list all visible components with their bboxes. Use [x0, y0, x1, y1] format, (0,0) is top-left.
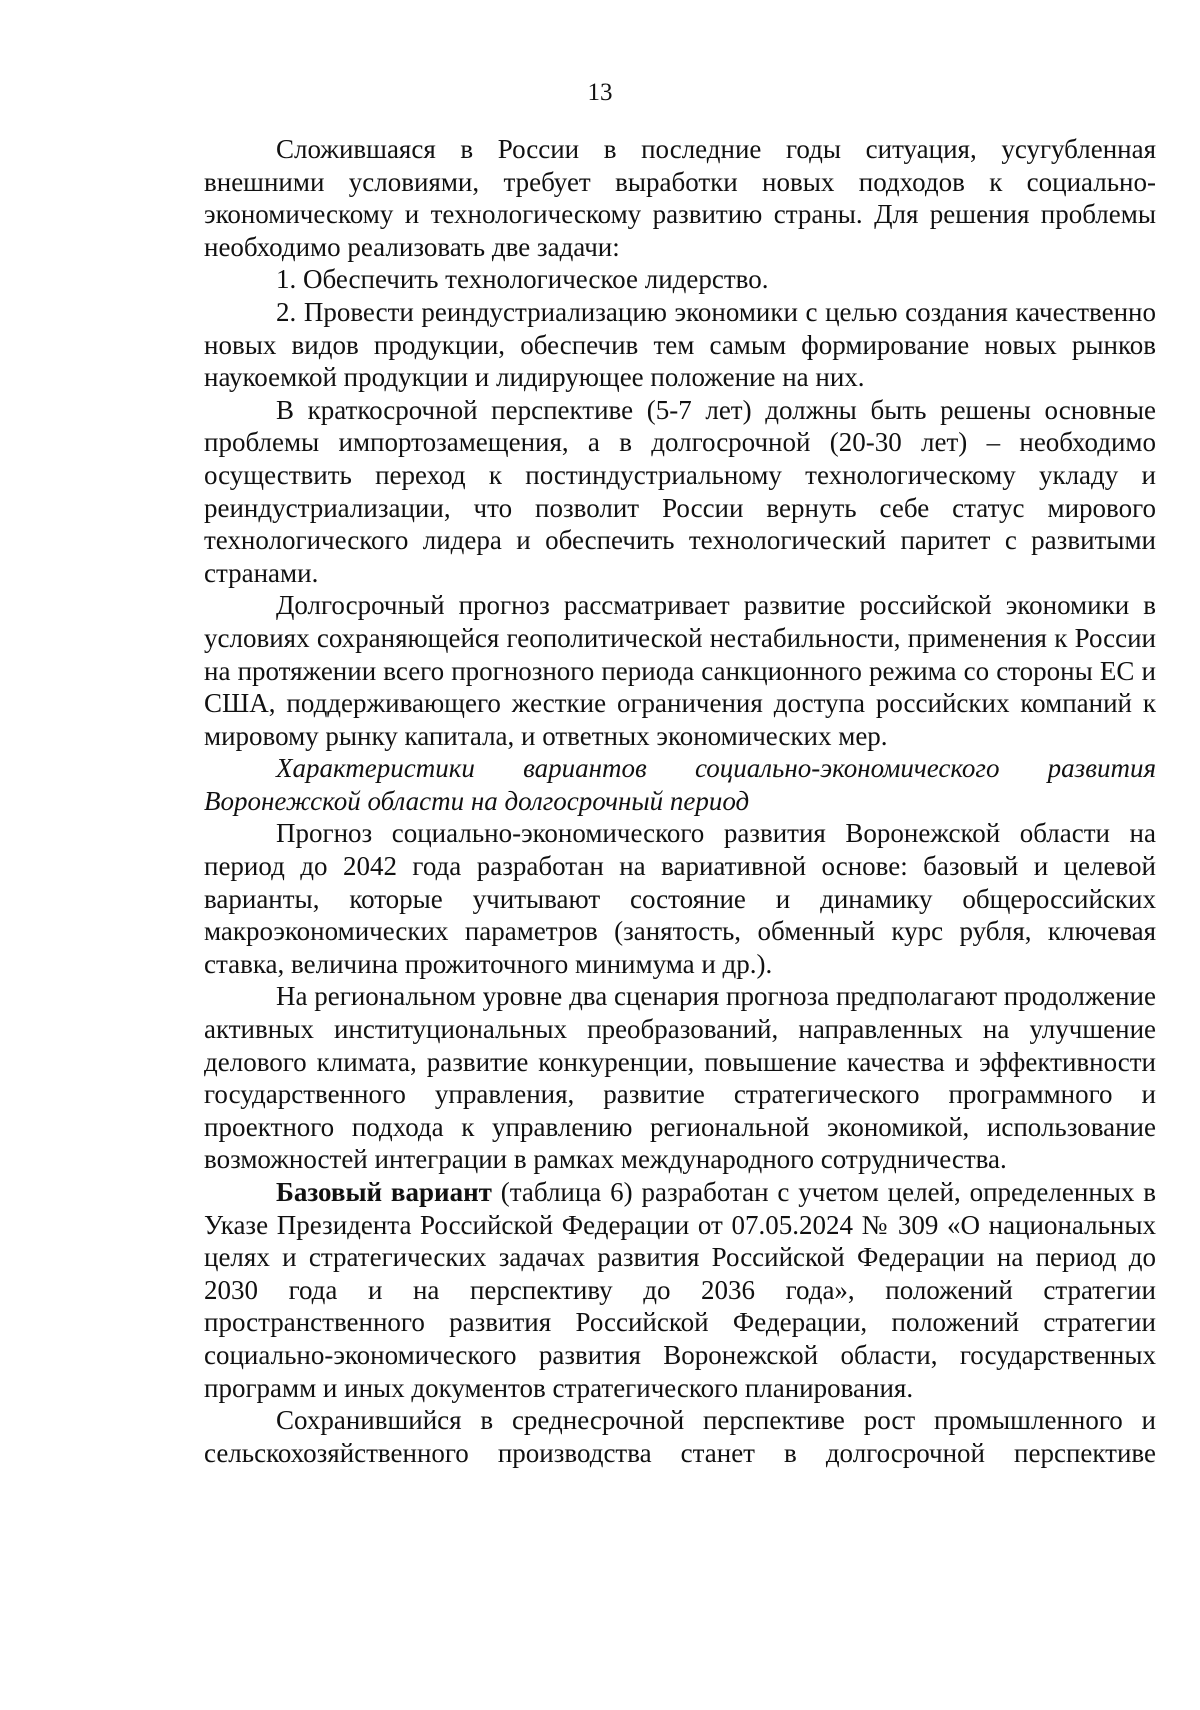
paragraph-base-variant [204, 1176, 1156, 1404]
paragraph-regional-level: На региональном уровне два сценария прогноза предполагают продолжение активных институциональных преобразований, направленных на улучшение делового климата, развитие конкуренции, повышение качества и эффективности государственного управления, развитие стратегического программного и проектного подхода к управлению региональной экономикой, использование возможностей интеграции в рамках международного сотрудничества. [204, 981, 1156, 1175]
paragraph-forecast-variants: Прогноз социально-экономического развития Воронежской области на период до 2042 года разработан на вариативной основе: базовый и целевой варианты, которые учитывают состояние и динамику общероссийских макроэкономических параметров (занятость, обменный курс рубля, ключевая ставка, величина прожиточного минимума и др.). [204, 818, 1156, 979]
page-number: 13 [587, 79, 613, 106]
document-body [204, 133, 1156, 1469]
paragraph-long-term-forecast: Долгосрочный прогноз рассматривает развитие российской экономики в условиях сохраняющейся геополитической нестабильности, применения к России на протяжении всего прогнозного периода санкционного режима со стороны ЕС и США, поддерживающего жесткие ограничения доступа российских компаний к мировому рынку капитала, и ответных экономических мер. [204, 590, 1156, 751]
paragraph-growth: Сохранившийся в среднесрочной перспективе рост промышленного и сельскохозяйственного производства станет в долгосрочной перспективе [204, 1405, 1156, 1468]
paragraph-situation: Сложившаяся в России в последние годы ситуация, усугубленная внешними условиями, требует выработки новых подходов к социально-экономическому и технологическому развитию страны. Для решения проблемы необходимо реализовать две задачи: [204, 134, 1156, 262]
list-item-2: 2. Провести реиндустриализацию экономики с целью создания качественно новых видов продукции, обеспечив тем самым формирование новых рынков наукоемкой продукции и лидирующее положение на них. [204, 296, 1156, 393]
base-variant-text: (таблица 6) разработан с учетом целей, определенных в Указе Президента Российской Федерации от 07.05.2024 № 309 «О национальных целях и стратегических задачах развития Российской Федерации на период до 2030 года и на перспективу до 2036 года», положений стратегии пространственного развития Российской Федерации, положений стратегии социально-экономического развития Воронежской области, государственных программ и иных документов стратегического планирования. [204, 1177, 1157, 1403]
section-heading: Характеристики вариантов социально-экономического развития Воронежской области на долгосрочный период [204, 753, 1156, 816]
list-item-1: 1. Обеспечить технологическое лидерство. [276, 264, 769, 295]
paragraph-short-term: В краткосрочной перспективе (5-7 лет) должны быть решены основные проблемы импортозамещения, а в долгосрочной (20-30 лет) – необходимо осуществить переход к постиндустриальному технологическому укладу и реиндустриализации, что позволит России вернуть себе статус мирового технологического лидера и обеспечить технологический паритет с развитыми странами. [204, 394, 1156, 588]
base-variant-term: Базовый вариант [276, 1177, 492, 1207]
